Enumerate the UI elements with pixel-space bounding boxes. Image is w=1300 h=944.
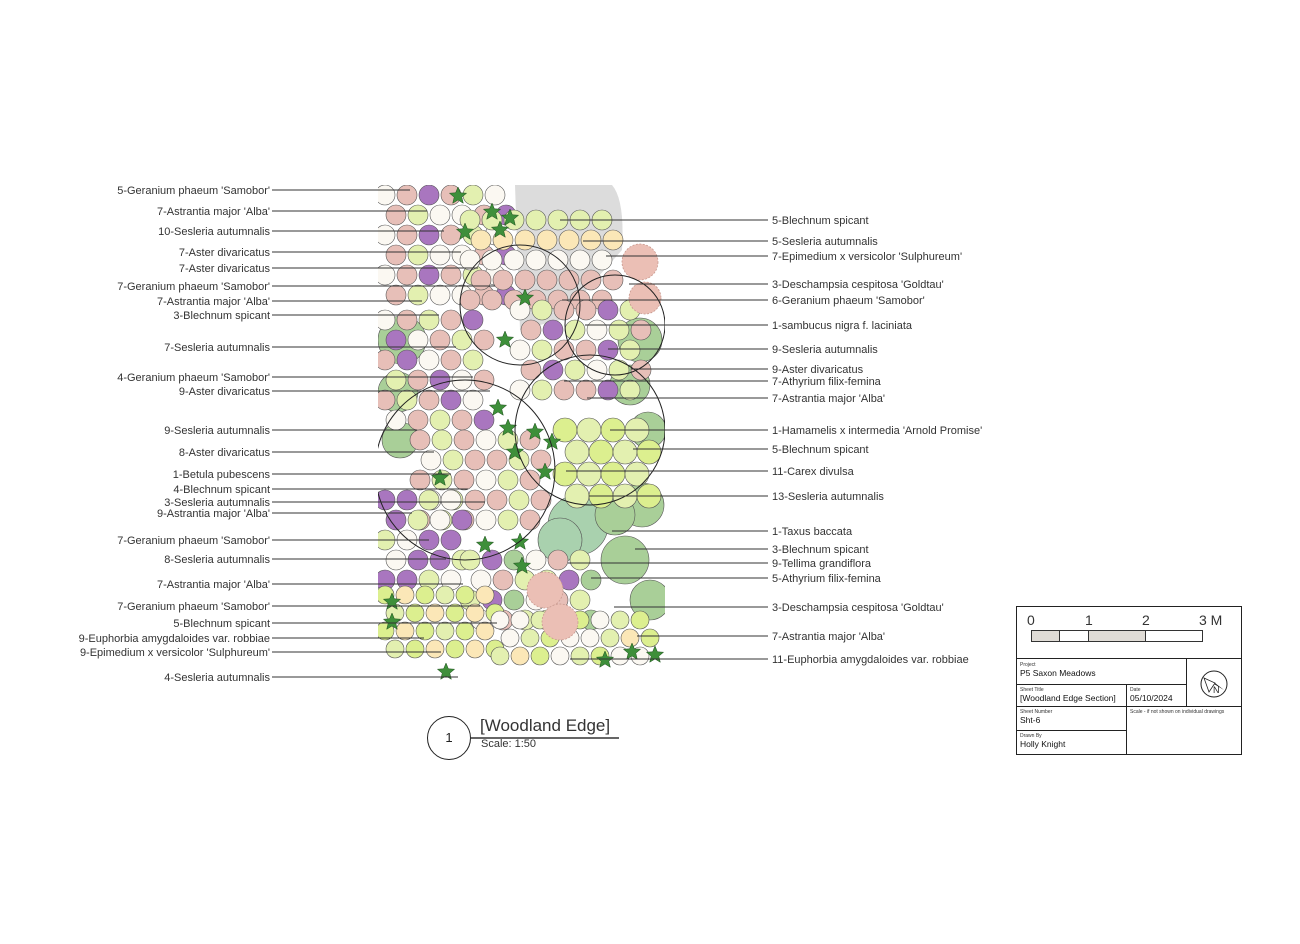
sesleria-plant-274: [577, 462, 601, 486]
scale-tick-1: 1: [1085, 612, 1093, 628]
plant-label-right-14: 1-Taxus baccata: [772, 526, 853, 538]
aster-plant-135: [419, 390, 439, 410]
geranium-plant-130: [430, 370, 450, 390]
blechnum-fern-7: [489, 399, 506, 415]
euphorbia-plant-224: [406, 604, 424, 622]
geranium-plant-14: [419, 185, 439, 205]
aster-plant-13: [397, 185, 417, 205]
aster-plant-110: [576, 380, 596, 400]
sesleria-plant-144: [432, 430, 452, 450]
aster-plant-71: [515, 270, 535, 290]
aster-plant-145: [454, 430, 474, 450]
aster-plant-132: [474, 370, 494, 390]
aster-plant-30: [386, 245, 406, 265]
aster-plant-116: [441, 310, 461, 330]
plant-label-left-8: 7-Sesleria autumnalis: [164, 342, 270, 354]
aster-plant-74: [581, 270, 601, 290]
sesleria-plant-128: [386, 370, 406, 390]
plant-label-left-5: 7-Geranium phaeum 'Samobor': [117, 281, 270, 293]
sesleria-plant-84: [532, 300, 552, 320]
plant-label-left-18: 8-Sesleria autumnalis: [164, 554, 270, 566]
sesleria-plant-276: [625, 462, 649, 486]
epimedium-plant-60: [581, 230, 601, 250]
scale-segment-1: [1031, 630, 1060, 642]
epimedium-plant-234: [476, 622, 494, 640]
date-cell: Date 05/10/2024: [1127, 685, 1187, 707]
aster-plant-76: [460, 290, 480, 310]
euphorbia-plant-270: [589, 440, 613, 464]
plant-label-right-10: 1-Hamamelis x intermedia 'Arnold Promise': [772, 425, 983, 437]
plant-label-left-21: 5-Blechnum spicant: [173, 618, 270, 630]
sheet-date: 05/10/2024: [1130, 693, 1173, 703]
sesleria-plant-261: [571, 647, 589, 665]
astrantia-plant-137: [463, 390, 483, 410]
plant-label-right-7: 9-Aster divaricatus: [772, 364, 864, 376]
geranium-plant-87: [598, 300, 618, 320]
plant-label-left-6: 7-Astrantia major 'Alba': [156, 296, 270, 308]
geranium-plant-180: [452, 510, 472, 530]
geranium-plant-187: [430, 550, 450, 570]
sesleria-plant-171: [498, 510, 518, 530]
epimedium-plant-222: [476, 586, 494, 604]
astrantia-plant-196: [526, 550, 546, 570]
aster-plant-25: [397, 225, 417, 245]
astrantia-plant-249: [501, 629, 519, 647]
sesleria-plant-165: [509, 490, 529, 510]
sesleria-plant-250: [521, 629, 539, 647]
astrantia-plant-64: [504, 250, 524, 270]
aster-plant-114: [397, 310, 417, 330]
astrantia-plant-146: [476, 430, 496, 450]
aster-plant-143: [410, 430, 430, 450]
deschampsia-plant-282: [629, 282, 661, 314]
astrantia-plant-241: [491, 611, 509, 629]
sesleria-plant-115: [419, 310, 439, 330]
geranium-plant-124: [397, 350, 417, 370]
epimedium-plant-55: [471, 230, 491, 250]
planting-bed: [375, 185, 670, 679]
sesleria-plant-93: [609, 320, 629, 340]
astrantia-plant-113: [375, 310, 395, 330]
plant-label-left-9: 4-Geranium phaeum 'Samobor': [117, 372, 270, 384]
epimedium-plant-255: [621, 629, 639, 647]
sesleria-plant-140: [430, 410, 450, 430]
plant-label-right-3: 3-Deschampsia cespitosa 'Goldtau': [772, 279, 944, 291]
plant-label-left-3: 7-Aster divaricatus: [178, 247, 270, 259]
sesleria-plant-19: [408, 205, 428, 225]
geranium-plant-174: [397, 490, 417, 510]
euphorbia-plant-236: [406, 640, 424, 658]
scale-tick-2: 2: [1142, 612, 1150, 628]
athyrium-plant-204: [581, 570, 601, 590]
plant-label-right-1: 5-Sesleria autumnalis: [772, 236, 878, 248]
scale-note: Scale - if not shown on individual drawings: [1130, 709, 1225, 715]
plant-label-right-16: 9-Tellima grandiflora: [772, 558, 872, 570]
aster-plant-98: [576, 340, 596, 360]
euphorbia-plant-272: [637, 440, 661, 464]
astrantia-plant-242: [511, 611, 529, 629]
sesleria-plant-254: [601, 629, 619, 647]
aster-plant-85: [554, 300, 574, 320]
plant-label-right-5: 1-sambucus nigra f. laciniata: [772, 320, 913, 332]
plant-label-right-17: 5-Athyrium filix-femina: [772, 573, 881, 585]
north-arrow-icon: [1187, 659, 1241, 707]
plant-label-right-6: 9-Sesleria autumnalis: [772, 344, 878, 356]
plant-label-left-11: 9-Sesleria autumnalis: [164, 425, 270, 437]
euphorbia-plant-226: [446, 604, 464, 622]
plant-label-right-0: 5-Blechnum spicant: [772, 215, 869, 227]
astrantia-plant-17: [485, 185, 505, 205]
astrantia-plant-185: [386, 550, 406, 570]
epimedium-plant-237: [426, 640, 444, 658]
epimedium-plant-258: [511, 647, 529, 665]
sesleria-plant-257: [491, 647, 509, 665]
euphorbia-plant-259: [531, 647, 549, 665]
astrantia-plant-32: [430, 245, 450, 265]
astrantia-plant-260: [551, 647, 569, 665]
aster-plant-152: [487, 450, 507, 470]
epimedium-plant-61: [603, 230, 623, 250]
plant-label-left-15: 3-Sesleria autumnalis: [164, 497, 270, 509]
plant-label-right-19: 7-Astrantia major 'Alba': [772, 631, 886, 643]
plant-label-right-11: 5-Blechnum spicant: [772, 444, 869, 456]
scale-bar: [1017, 607, 1241, 659]
sheet-title: [Woodland Edge Section]: [1020, 693, 1116, 703]
aster-plant-101: [521, 360, 541, 380]
aster-plant-151: [465, 450, 485, 470]
plant-label-left-1: 7-Astrantia major 'Alba': [156, 206, 270, 218]
geranium-plant-136: [441, 390, 461, 410]
aster-plant-157: [454, 470, 474, 490]
plant-label-right-4: 6-Geranium phaeum 'Samobor': [772, 295, 925, 307]
plant-label-right-8: 7-Athyrium filix-femina: [772, 376, 881, 388]
euphorbia-plant-248: [631, 611, 649, 629]
euphorbia-plant-238: [446, 640, 464, 658]
euphorbia-plant-221: [456, 586, 474, 604]
aster-plant-94: [631, 320, 651, 340]
epimedium-plant-59: [559, 230, 579, 250]
sesleria-plant-271: [613, 440, 637, 464]
view-title: [Woodland Edge]: [480, 716, 611, 735]
astrantia-plant-95: [510, 340, 530, 360]
aster-plant-141: [452, 410, 472, 430]
geranium-plant-102: [543, 360, 563, 380]
sheet-number: Sht-6: [1020, 715, 1041, 725]
plant-label-left-7: 3-Blechnum spicant: [173, 310, 270, 322]
scale-segment-4: [1145, 630, 1203, 642]
sesleria-plant-108: [532, 380, 552, 400]
scale-segment-2: [1059, 630, 1089, 642]
geranium-plant-142: [474, 410, 494, 430]
geranium-plant-90: [543, 320, 563, 340]
plant-label-left-20: 7-Geranium phaeum 'Samobor': [117, 601, 270, 613]
epimedium-plant-230: [396, 622, 414, 640]
sesleria-plant-210: [570, 590, 590, 610]
title-block: [1016, 606, 1242, 755]
aster-plant-77: [482, 290, 502, 310]
euphorbia-plant-233: [456, 622, 474, 640]
sesleria-plant-235: [386, 640, 404, 658]
scale-tick-3: 3 M: [1199, 612, 1223, 628]
sesleria-plant-198: [570, 550, 590, 570]
drawn-by: Holly Knight: [1020, 739, 1066, 749]
view-number: 1: [445, 730, 453, 745]
euphorbia-plant-275: [601, 462, 625, 486]
sesleria-plant-269: [565, 440, 589, 464]
sesleria-plant-127: [463, 350, 483, 370]
astrantia-plant-92: [587, 320, 607, 340]
plant-label-left-0: 5-Geranium phaeum 'Samobor': [117, 185, 270, 197]
epimedium-plant-57: [515, 230, 535, 250]
astrantia-plant-170: [476, 510, 496, 530]
plant-label-right-18: 3-Deschampsia cespitosa 'Goldtau': [772, 602, 944, 614]
aster-plant-133: [375, 390, 395, 410]
scale-tick-0: 0: [1027, 612, 1035, 628]
plant-label-left-23: 9-Epimedium x versicolor 'Sulphureum': [79, 647, 270, 659]
plant-label-left-4: 7-Aster divaricatus: [178, 263, 270, 275]
plant-label-left-24: 4-Sesleria autumnalis: [164, 672, 270, 684]
aster-plant-123: [375, 350, 395, 370]
epimedium-plant-58: [537, 230, 557, 250]
astrantia-plant-104: [587, 360, 607, 380]
deschampsia-plant-284: [542, 604, 578, 640]
astrantia-plant-44: [430, 285, 450, 305]
plant-label-left-10: 9-Aster divaricatus: [178, 386, 270, 398]
astrantia-plant-20: [430, 205, 450, 225]
astrantia-plant-246: [591, 611, 609, 629]
north-arrow-cell: [1187, 659, 1241, 707]
aster-plant-160: [520, 470, 540, 490]
astrantia-plant-179: [430, 510, 450, 530]
sesleria-plant-100: [620, 340, 640, 360]
plant-label-left-19: 7-Astrantia major 'Alba': [156, 579, 270, 591]
aster-plant-89: [521, 320, 541, 340]
blechnum-fern-21: [646, 646, 663, 662]
sesleria-plant-159: [498, 470, 518, 490]
aster-plant-139: [408, 410, 428, 430]
euphorbia-plant-256: [641, 629, 659, 647]
astrantia-plant-68: [592, 250, 612, 270]
scale-segment-3: [1088, 630, 1146, 642]
plant-label-right-20: 11-Euphorbia amygdaloides var. robbiae: [772, 654, 969, 666]
plant-label-left-12: 8-Aster divaricatus: [178, 447, 270, 459]
astrantia-plant-63: [482, 250, 502, 270]
aster-plant-42: [386, 285, 406, 305]
sheet-number-cell: Sheet Number Sht-6: [1017, 707, 1127, 731]
plant-label-left-2: 10-Sesleria autumnalis: [158, 226, 270, 238]
aster-plant-18: [386, 205, 406, 225]
sesleria-plant-43: [408, 285, 428, 305]
aster-plant-73: [559, 270, 579, 290]
sesleria-plant-105: [609, 360, 629, 380]
sheet-title-cell: Sheet Title [Woodland Edge Section]: [1017, 685, 1127, 707]
sesleria-plant-175: [419, 490, 439, 510]
sesleria-plant-31: [408, 245, 428, 265]
aster-plant-69: [471, 270, 491, 290]
sesleria-plant-112: [620, 380, 640, 400]
astrantia-plant-65: [526, 250, 546, 270]
astrantia-plant-66: [548, 250, 568, 270]
sesleria-plant-232: [436, 622, 454, 640]
astrantia-plant-12: [375, 185, 395, 205]
plant-label-right-9: 7-Astrantia major 'Alba': [772, 393, 886, 405]
epimedium-plant-227: [466, 604, 484, 622]
plant-label-left-17: 7-Geranium phaeum 'Samobor': [117, 535, 270, 547]
project-cell: Project P5 Saxon Meadows: [1017, 659, 1187, 685]
sesleria-plant-150: [443, 450, 463, 470]
view-scale: Scale: 1:50: [481, 738, 537, 750]
aster-plant-129: [408, 370, 428, 390]
plant-label-right-13: 13-Sesleria autumnalis: [772, 491, 884, 503]
deschampsia-plant-281: [622, 244, 658, 280]
blechnum-fern-5: [496, 331, 513, 347]
north-letter: N: [1213, 685, 1220, 695]
aster-plant-164: [487, 490, 507, 510]
sesleria-plant-134: [397, 390, 417, 410]
astrantia-plant-125: [419, 350, 439, 370]
astrantia-plant-67: [570, 250, 590, 270]
athyrium-plant-207: [504, 590, 524, 610]
astrantia-plant-138: [386, 410, 406, 430]
plant-label-right-12: 11-Carex divulsa: [772, 466, 854, 478]
astrantia-plant-149: [421, 450, 441, 470]
euphorbia-plant-219: [416, 586, 434, 604]
sesleria-plant-266: [577, 418, 601, 442]
euphorbia-plant-265: [553, 418, 577, 442]
aster-plant-75: [603, 270, 623, 290]
astrantia-plant-24: [375, 225, 395, 245]
sesleria-plant-247: [611, 611, 629, 629]
geranium-plant-26: [419, 225, 439, 245]
plant-label-left-13: 1-Betula pubescens: [172, 469, 270, 481]
plant-label-right-2: 7-Epimedium x versicolor 'Sulphureum': [772, 251, 963, 263]
plant-label-left-16: 9-Astrantia major 'Alba': [156, 508, 270, 520]
aster-plant-163: [465, 490, 485, 510]
sesleria-plant-220: [436, 586, 454, 604]
aster-plant-200: [493, 570, 513, 590]
geranium-plant-184: [441, 530, 461, 550]
aster-plant-197: [548, 550, 568, 570]
astrantia-plant-62: [460, 250, 480, 270]
euphorbia-plant-273: [553, 462, 577, 486]
geranium-plant-186: [408, 550, 428, 570]
sesleria-plant-51: [526, 210, 546, 230]
view-number-circle: [427, 716, 471, 760]
aster-plant-72: [537, 270, 557, 290]
sesleria-plant-48: [460, 210, 480, 230]
geranium-plant-111: [598, 380, 618, 400]
deschampsia-plant-283: [527, 572, 563, 608]
aster-plant-109: [554, 380, 574, 400]
athyrium-plant-7: [601, 536, 649, 584]
aster-plant-70: [493, 270, 513, 290]
epimedium-plant-239: [466, 640, 484, 658]
project-name: P5 Saxon Meadows: [1020, 668, 1096, 678]
epimedium-plant-218: [396, 586, 414, 604]
epimedium-plant-225: [426, 604, 444, 622]
sesleria-plant-16: [463, 185, 483, 205]
astrantia-plant-253: [581, 629, 599, 647]
aster-plant-155: [410, 470, 430, 490]
aster-plant-172: [520, 510, 540, 530]
plant-label-left-22: 9-Euphorbia amygdaloides var. robbiae: [78, 633, 270, 645]
aster-plant-27: [441, 225, 461, 245]
aster-plant-126: [441, 350, 461, 370]
astrantia-plant-158: [476, 470, 496, 490]
astrantia-plant-176: [441, 490, 461, 510]
euphorbia-plant-231: [416, 622, 434, 640]
plant-label-left-14: 4-Blechnum spicant: [173, 484, 270, 496]
aster-plant-166: [531, 490, 551, 510]
aster-plant-154: [531, 450, 551, 470]
plant-label-right-15: 3-Blechnum spicant: [772, 544, 869, 556]
geranium-plant-117: [463, 310, 483, 330]
note-cell: [1127, 707, 1241, 754]
drawn-by-cell: Drawn By Holly Knight: [1017, 731, 1127, 754]
